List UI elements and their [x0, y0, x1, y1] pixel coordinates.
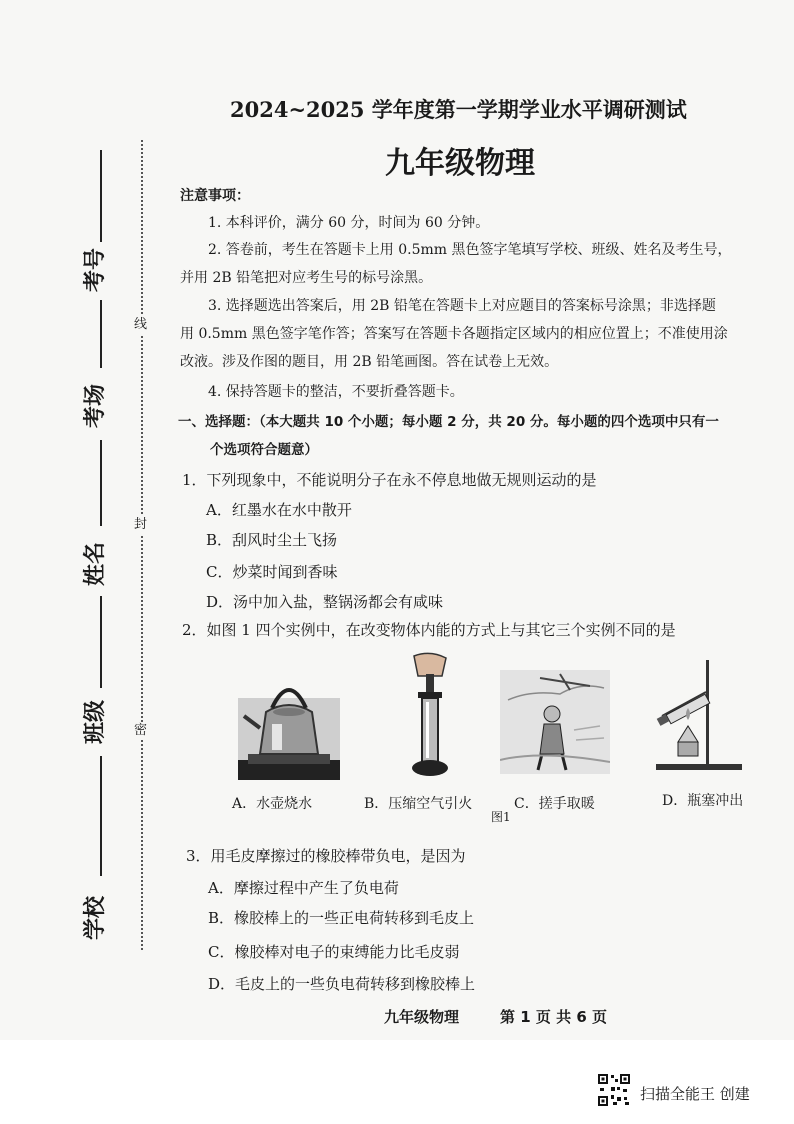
side-label-exam-room: 考场	[83, 383, 108, 428]
question-3-option-b[interactable]: B．橡胶棒上的一些正电荷转移到毛皮上	[208, 909, 475, 927]
footer-subject: 九年级物理	[384, 1008, 460, 1026]
binding-word-secret: 密	[134, 723, 148, 738]
binding-word-seal: 封	[134, 517, 148, 532]
blank-class[interactable]	[100, 596, 102, 688]
bottom-band	[0, 1040, 794, 1124]
blank-school[interactable]	[100, 756, 102, 876]
qr-code-icon	[597, 1073, 631, 1107]
side-label-name: 姓名	[83, 541, 108, 586]
notes-line: 改液。涉及作图的题目，用 2B 铅笔画图。答在试卷上无效。	[180, 354, 559, 370]
blank-name[interactable]	[100, 440, 102, 526]
notes-line: 4. 保持答题卡的整洁，不要折叠答题卡。	[208, 384, 464, 400]
notes-line: 1. 本科评价，满分 60 分，时间为 60 分钟。	[208, 215, 490, 231]
syringe-figure	[400, 652, 460, 780]
test-tube-figure	[652, 656, 746, 774]
binding-dotted-line	[141, 140, 143, 950]
section1-heading: 一、选择题：（本大题共 10 个小题；每小题 2 分，共 20 分。每小题的四个选项中只有一	[178, 414, 719, 430]
exam-subtitle: 九年级物理	[385, 146, 535, 181]
notes-line: 并用 2B 铅笔把对应考生号的标号涂黑。	[180, 270, 433, 286]
notes-line: 用 0.5mm 黑色签字笔作答；答案写在答题卡各题指定区域内的相应位置上；不准使用涂	[180, 326, 728, 342]
footer-page-info: 第 1 页 共 6 页	[500, 1008, 607, 1026]
figure-label: 图1	[491, 810, 511, 824]
question-3-option-d[interactable]: D．毛皮上的一些负电荷转移到橡胶棒上	[208, 975, 476, 993]
question-3-option-a[interactable]: A．摩擦过程中产生了负电荷	[208, 879, 399, 897]
figure-caption-b[interactable]: B．压缩空气引火	[364, 796, 473, 812]
blank-exam-number[interactable]	[100, 150, 102, 242]
figure-caption-c[interactable]: C．搓手取暖	[514, 796, 595, 812]
scanner-watermark-text: 扫描全能王 创建	[640, 1085, 750, 1103]
notes-line: 2. 答卷前，考生在答题卡上用 0.5mm 黑色签字笔填写学校、班级、姓名及考生号，	[208, 242, 732, 258]
question-1-option-a[interactable]: A．红墨水在水中散开	[206, 501, 352, 519]
rubbing-hands-figure	[500, 670, 610, 774]
question-3-option-c[interactable]: C．橡胶棒对电子的束缚能力比毛皮弱	[208, 943, 460, 961]
question-2-stem: 2．如图 1 四个实例中，在改变物体内能的方式上与其它三个实例不同的是	[182, 621, 676, 639]
side-label-school: 学校	[83, 895, 108, 940]
side-label-exam-number: 考号	[83, 247, 108, 292]
side-label-class: 班级	[83, 699, 108, 744]
kettle-figure	[238, 668, 340, 780]
question-1-option-c[interactable]: C．炒菜时闻到香味	[206, 563, 338, 581]
question-1-option-b[interactable]: B．刮风时尘土飞扬	[206, 531, 338, 549]
section1-heading-cont: 个选项符合题意）	[210, 442, 318, 458]
notes-heading: 注意事项：	[180, 188, 250, 204]
question-1-stem: 1．下列现象中，不能说明分子在永不停息地做无规则运动的是	[182, 471, 597, 489]
blank-exam-room[interactable]	[100, 300, 102, 368]
exam-title: 2024~2025 学年度第一学期学业水平调研测试	[230, 97, 687, 122]
binding-word-line: 线	[134, 317, 148, 332]
question-1-option-d[interactable]: D．汤中加入盐，整锅汤都会有咸味	[206, 593, 444, 611]
figure-caption-d[interactable]: D．瓶塞冲出	[662, 793, 744, 809]
question-3-stem: 3．用毛皮摩擦过的橡胶棒带负电，是因为	[186, 847, 466, 865]
notes-line: 3. 选择题选出答案后，用 2B 铅笔在答题卡上对应题目的答案标号涂黑；非选择题	[208, 298, 716, 314]
figure-caption-a[interactable]: A．水壶烧水	[232, 796, 313, 812]
